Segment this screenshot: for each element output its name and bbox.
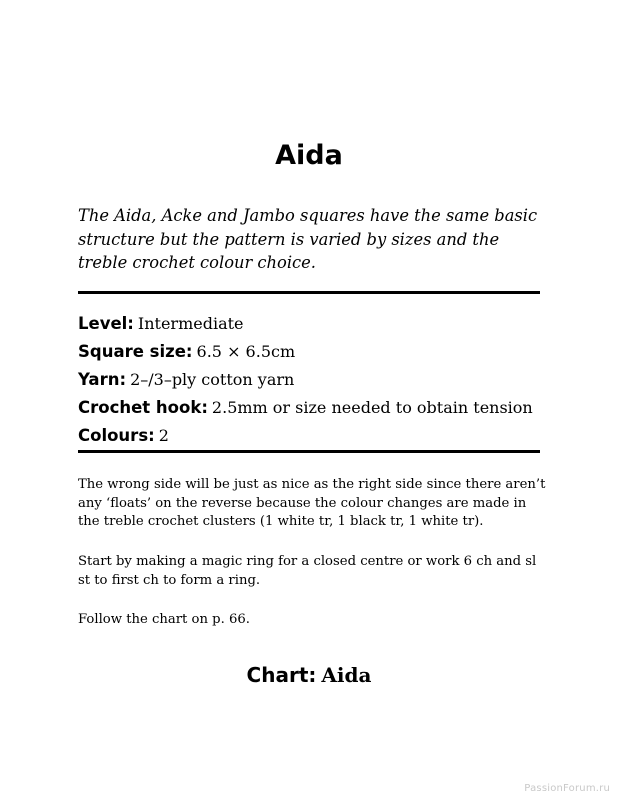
spec-value: Intermediate [137, 314, 244, 333]
watermark: PassionForum.ru [524, 783, 610, 794]
spec-level [78, 310, 548, 338]
spec-colours [78, 422, 548, 450]
chart-heading [0, 661, 618, 690]
spec-label: Crochet hook: [78, 398, 208, 417]
spec-value: 2–/3–ply cotton yarn [130, 370, 295, 389]
spec-value: 2.5mm or size needed to obtain tension [211, 398, 533, 417]
spec-label: Square size: [78, 342, 193, 361]
spec-label: Colours: [78, 426, 155, 445]
spec-value: 6.5 × 6.5cm [196, 342, 296, 361]
body-paragraph-wrong-side: The wrong side will be just as nice as the right side since there aren’t any ‘floats’ on the reverse because the colour changes are made in the treble crochet clusters (1 white tr, 1 black tr, 1 white tr). [78, 477, 546, 529]
spec-yarn [78, 366, 548, 394]
intro-text: The Aida, Acke and Jambo squares have the same basic structure but the pattern is varied by sizes and the treble crochet colour choice. [78, 206, 538, 272]
chart-heading-label: Chart: [246, 663, 317, 687]
divider-top [78, 291, 540, 294]
spec-square-size [78, 338, 548, 366]
spec-label: Yarn: [78, 370, 127, 389]
divider-bottom [78, 450, 540, 453]
spec-label: Level: [78, 314, 134, 333]
page-title: Aida [275, 140, 343, 171]
body-paragraph-magic-ring: Start by making a magic ring for a closed centre or work 6 ch and sl st to first ch to form a ring. [78, 554, 537, 588]
body-paragraph-follow-chart: Follow the chart on p. 66. [78, 612, 250, 627]
spec-value: 2 [158, 426, 169, 445]
chart-heading-name: Aida [321, 663, 372, 687]
spec-crochet-hook [78, 394, 548, 422]
spec-list [78, 310, 548, 450]
